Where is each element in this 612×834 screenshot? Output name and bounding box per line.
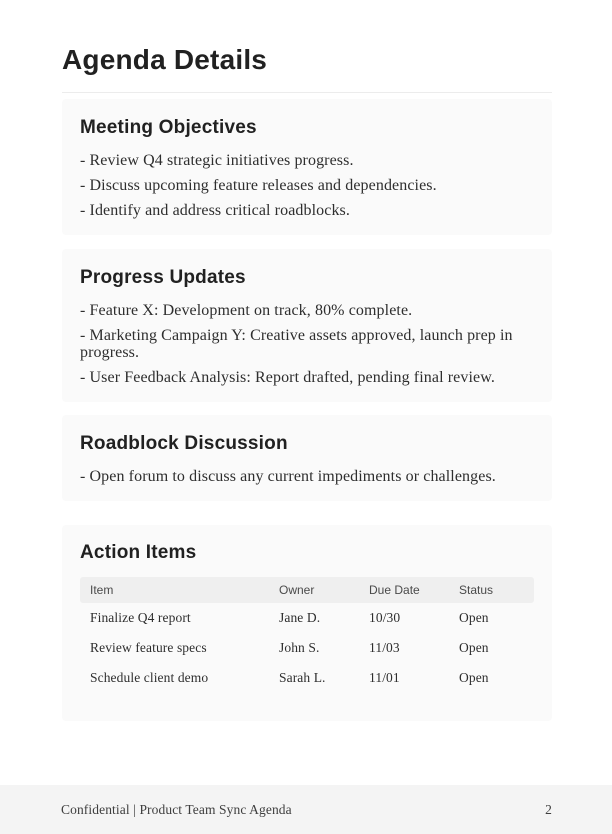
table-cell-owner: Sarah L.: [279, 670, 326, 686]
column-header-item: Item: [80, 577, 269, 603]
table-cell-due-date: 11/03: [369, 640, 400, 656]
footer-text: Confidential | Product Team Sync Agenda: [61, 801, 292, 817]
table-cell-due-date: 11/01: [369, 670, 400, 686]
table-cell-status: Open: [459, 610, 489, 626]
section-heading: Roadblock Discussion: [80, 433, 288, 455]
action-items-table: [80, 577, 534, 693]
section-roadblock-discussion: [62, 415, 552, 501]
table-cell-item: Schedule client demo: [90, 670, 209, 686]
table-header-row: [80, 577, 534, 603]
table-row: [80, 663, 534, 693]
table-cell-item: Finalize Q4 report: [90, 610, 191, 626]
bullet-item: - Discuss upcoming feature releases and dependencies.: [80, 177, 437, 195]
page-title: Agenda Details: [62, 44, 268, 75]
page-number: 2: [545, 801, 552, 817]
table-cell-item: Review feature specs: [90, 640, 207, 656]
column-header-owner: Owner: [269, 577, 359, 603]
title-divider: [62, 92, 552, 93]
page-footer: [0, 785, 612, 834]
document-page: [0, 42, 612, 721]
bullet-item: - Marketing Campaign Y: Creative assets approved, launch prep in progress.: [80, 327, 513, 362]
section-action-items: [62, 525, 552, 721]
table-cell-status: Open: [459, 640, 489, 656]
table-cell-status: Open: [459, 670, 489, 686]
section-meeting-objectives: [62, 99, 552, 235]
bullet-item: - Open forum to discuss any current impediments or challenges.: [80, 468, 496, 486]
column-header-status: Status: [449, 577, 534, 603]
table-row: [80, 633, 534, 663]
table-cell-owner: Jane D.: [279, 610, 321, 626]
bullet-item: - Review Q4 strategic initiatives progress.: [80, 152, 354, 170]
table-cell-due-date: 10/30: [369, 610, 401, 626]
section-progress-updates: [62, 249, 552, 402]
section-heading: Action Items: [80, 542, 197, 564]
bullet-item: - User Feedback Analysis: Report drafted, pending final review.: [80, 369, 495, 387]
section-heading: Progress Updates: [80, 267, 246, 289]
bullet-item: - Identify and address critical roadblocks.: [80, 202, 350, 220]
section-heading: Meeting Objectives: [80, 117, 257, 139]
bullet-item: - Feature X: Development on track, 80% complete.: [80, 302, 413, 320]
table-row: [80, 603, 534, 633]
table-cell-owner: John S.: [279, 640, 320, 656]
column-header-due-date: Due Date: [359, 577, 449, 603]
